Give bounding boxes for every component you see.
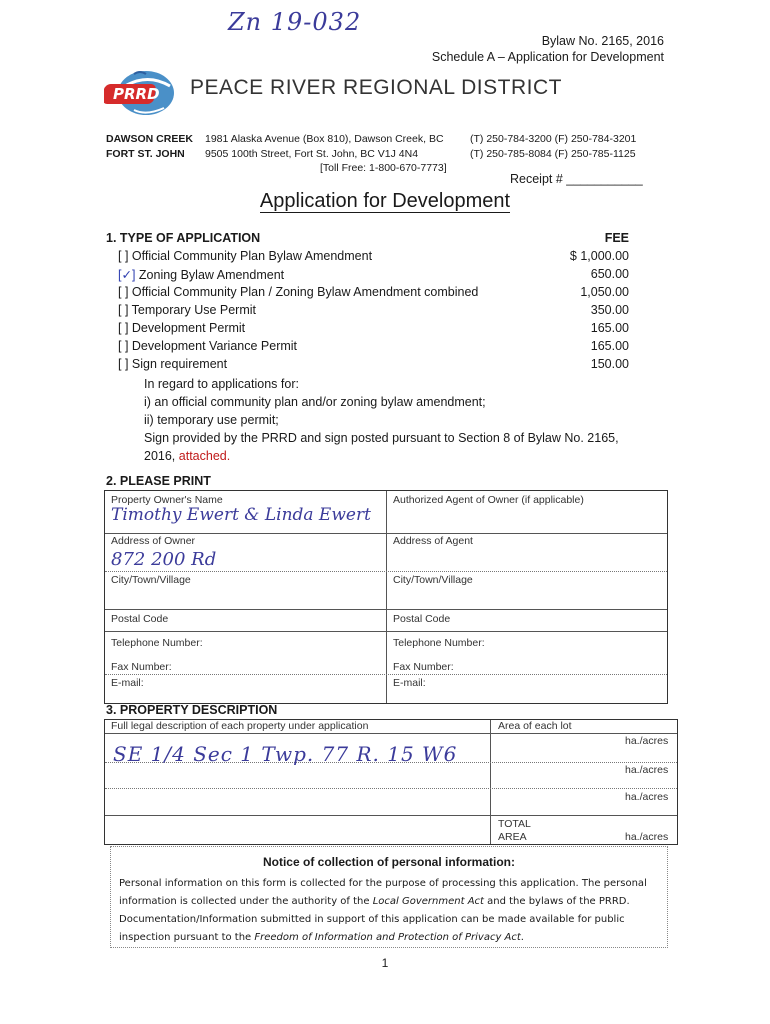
owner-address-field[interactable]: 872 200 Rd: [111, 549, 217, 570]
agent-address-field[interactable]: [393, 549, 661, 569]
section-3-heading: 3. PROPERTY DESCRIPTION: [106, 703, 278, 717]
office-fort-st-john-address: 9505 100th Street, Fort St. John, BC V1J 4N4: [205, 148, 419, 160]
fee-development-permit: 165.00: [590, 321, 629, 335]
fee-temporary-use-permit: 350.00: [590, 303, 629, 317]
option-label: Official Community Plan Bylaw Amendment: [131, 249, 373, 263]
privacy-notice: [110, 846, 668, 948]
office-fort-st-john: [106, 148, 185, 160]
agent-name-field[interactable]: [393, 507, 661, 529]
privacy-notice-body: [119, 875, 664, 947]
option-label: Sign requirement: [131, 357, 228, 371]
owner-name-field[interactable]: Timothy Ewert & Linda Ewert: [111, 505, 371, 525]
office-dawson-creek-phone: (T) 250-784-3200 (F) 250-784-3201: [470, 133, 637, 145]
total-area-unit: ha./acres: [625, 831, 669, 843]
logo-text: PRRD: [113, 85, 160, 103]
office-fort-st-john-phone: (T) 250-785-8084 (F) 250-785-1125: [470, 148, 636, 160]
owner-postal-label: Postal Code: [111, 613, 169, 625]
sign-note-item-ii: ii) temporary use permit;: [144, 413, 279, 427]
option-label: Development Permit: [131, 321, 246, 335]
receipt-number-field[interactable]: Receipt # ___________: [510, 172, 643, 186]
option-label: Zoning Bylaw Amendment: [138, 268, 285, 282]
section-1-heading: 1. TYPE OF APPLICATION: [106, 231, 261, 245]
sign-note-item-i: i) an official community plan and/or zoning bylaw amendment;: [144, 395, 486, 409]
lot-area-unit-2: ha./acres: [625, 764, 669, 776]
option-ocp-zoning-combined[interactable]: [118, 285, 478, 299]
sign-note-intro: In regard to applications for:: [144, 377, 299, 391]
total-label: TOTAL: [498, 818, 531, 830]
owner-phone-label: Telephone Number:: [111, 637, 203, 649]
option-label: Development Variance Permit: [131, 339, 298, 353]
fee-ocp-amendment: $ 1,000.00: [569, 249, 629, 263]
page-number: 1: [381, 956, 389, 970]
notice-text: and the bylaws of the PRRD. Documentation/Information submitted in support of this application can be made available for public inspection pursuant to the: [119, 896, 630, 943]
agent-postal-label: Postal Code: [393, 613, 451, 625]
privacy-notice-heading: Notice of collection of personal information:: [262, 855, 515, 869]
agent-address-label: Address of Agent: [393, 535, 473, 547]
bylaw-number: Bylaw No. 2165, 2016: [541, 34, 664, 48]
checkbox-zoning-amendment[interactable]: [✓]: [118, 268, 136, 282]
fee-heading: FEE: [604, 231, 629, 245]
form-title: [0, 190, 770, 213]
bylaw-header: [432, 33, 664, 65]
toll-free-number: [Toll Free: 1-800-670-7773]: [320, 162, 447, 174]
area-label: AREA: [498, 831, 527, 843]
sign-note-text: Sign provided by the PRRD and sign posted pursuant to Section 8 of Bylaw No. 2165,: [144, 431, 619, 445]
owner-city-label: City/Town/Village: [111, 574, 191, 586]
form-title-text: Application for Development: [259, 190, 511, 212]
checkbox-development-permit[interactable]: [ ]: [118, 321, 129, 335]
schedule-title: Schedule A – Application for Development: [431, 50, 664, 64]
checkbox-sign-requirement[interactable]: [ ]: [118, 357, 129, 371]
agent-fax-label: Fax Number:: [393, 661, 454, 673]
option-development-variance-permit[interactable]: [118, 339, 297, 353]
checkbox-ocp-amendment[interactable]: [ ]: [118, 249, 129, 263]
fee-development-variance-permit: 165.00: [590, 339, 629, 353]
sign-note-year-text: 2016,: [144, 449, 179, 463]
attached-link[interactable]: attached.: [178, 449, 231, 463]
option-label: Temporary Use Permit: [131, 303, 257, 317]
office-city: FORT ST. JOHN: [106, 148, 185, 160]
option-sign-requirement[interactable]: [118, 357, 227, 371]
prrd-logo: [104, 66, 184, 120]
lot-area-unit-1: ha./acres: [625, 735, 669, 747]
agent-city-label: City/Town/Village: [393, 574, 473, 586]
local-government-act: Local Government Act: [372, 896, 484, 907]
option-label: Official Community Plan / Zoning Bylaw Amendment combined: [131, 285, 479, 299]
option-development-permit[interactable]: [118, 321, 245, 335]
checkbox-temporary-use-permit[interactable]: [ ]: [118, 303, 129, 317]
office-dawson-creek: [106, 133, 193, 145]
sign-note-year: [144, 447, 230, 465]
lot-area-label: Area of each lot: [498, 720, 572, 732]
handwritten-file-number: Zn 19-032: [228, 8, 362, 36]
office-dawson-creek-address: 1981 Alaska Avenue (Box 810), Dawson Creek, BC: [205, 133, 444, 145]
legal-description-field[interactable]: SE 1/4 Sec 1 Twp. 77 R. 15 W6: [113, 742, 458, 766]
owner-email-label: E-mail:: [111, 677, 144, 689]
fee-sign-requirement: 150.00: [590, 357, 629, 371]
agent-email-label: E-mail:: [393, 677, 426, 689]
property-description-table: [104, 719, 678, 845]
agent-name-label: Authorized Agent of Owner (if applicable): [393, 494, 584, 506]
lot-area-unit-3: ha./acres: [625, 791, 669, 803]
foippa-act: Freedom of Information and Protection of Privacy Act: [254, 932, 521, 943]
owner-address-label: Address of Owner: [111, 535, 196, 547]
checkbox-ocp-zoning-combined[interactable]: [ ]: [118, 285, 129, 299]
option-temporary-use-permit[interactable]: [118, 303, 256, 317]
fee-ocp-zoning-combined: 1,050.00: [580, 285, 629, 299]
fee-zoning-amendment: 650.00: [590, 267, 629, 281]
owner-agent-table: [104, 490, 668, 704]
legal-description-label: Full legal description of each property under application: [111, 720, 369, 732]
organization-name: PEACE RIVER REGIONAL DISTRICT: [190, 76, 562, 99]
owner-fax-label: Fax Number:: [111, 661, 172, 673]
option-ocp-amendment[interactable]: [118, 249, 372, 263]
notice-text: Personal information on this form is collected for the purpose of processing this application. The personal information is collected under the authority of the: [119, 878, 647, 907]
option-zoning-amendment[interactable]: [118, 267, 284, 282]
agent-phone-label: Telephone Number:: [393, 637, 485, 649]
office-city: DAWSON CREEK: [106, 133, 193, 145]
notice-text: .: [520, 932, 524, 943]
section-2-heading: 2. PLEASE PRINT: [106, 474, 211, 488]
owner-name-label: Property Owner's Name: [111, 494, 223, 506]
checkbox-development-variance-permit[interactable]: [ ]: [118, 339, 129, 353]
